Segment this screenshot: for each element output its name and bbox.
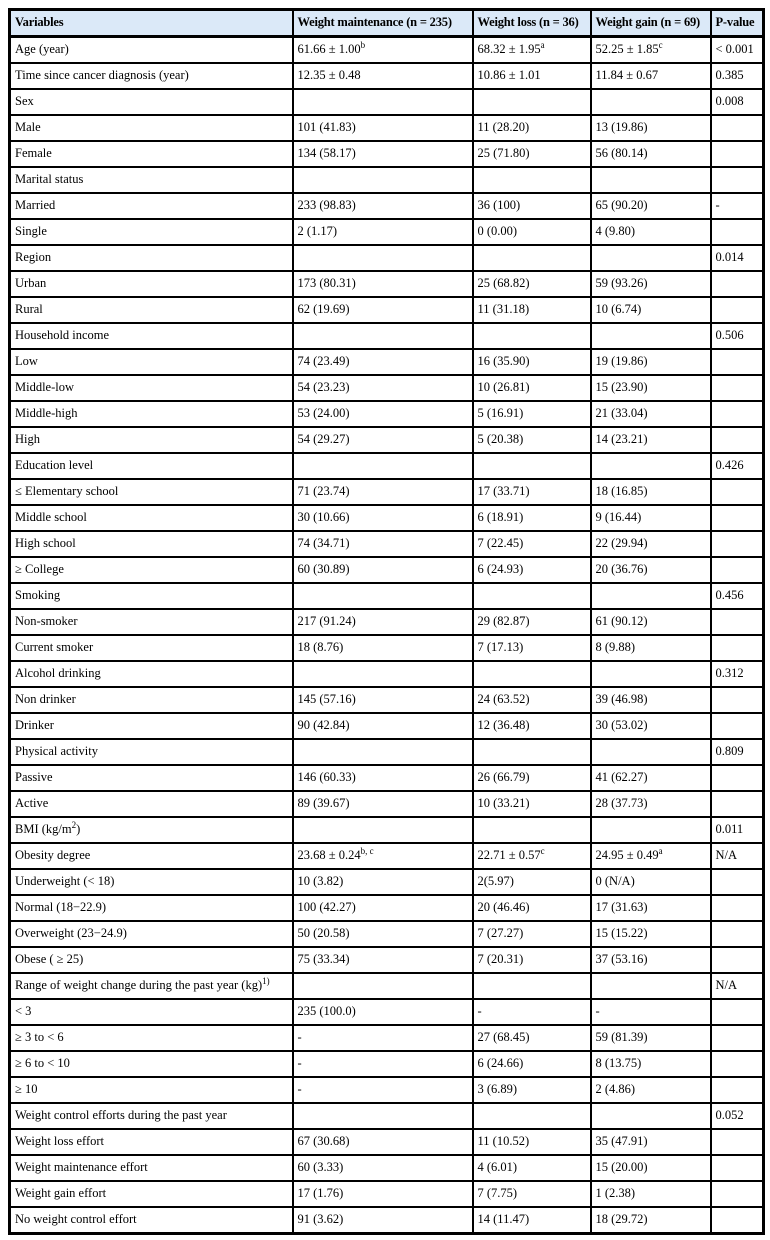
weight-loss-cell: 27 (68.45) xyxy=(473,1025,591,1051)
weight-gain-cell: 8 (13.75) xyxy=(591,1051,711,1077)
pvalue-cell xyxy=(711,375,764,401)
variable-cell: Region xyxy=(10,245,293,271)
superscript-note: c xyxy=(540,845,545,856)
variable-cell: BMI $(kg/m^2)$ xyxy=(10,817,293,843)
table-row xyxy=(10,1129,764,1155)
pvalue-cell: 0.506 xyxy=(711,323,764,349)
weight-gain-cell: 65 (90.20) xyxy=(591,193,711,219)
weight-loss-cell: 22.71 ± 0.57$^c$ xyxy=(473,843,591,869)
table-row xyxy=(10,557,764,583)
pvalue-cell: 0.008 xyxy=(711,89,764,115)
pvalue-cell: 0.014 xyxy=(711,245,764,271)
pvalue-cell xyxy=(711,713,764,739)
table-row xyxy=(10,63,764,89)
table-row xyxy=(10,245,764,271)
weight-gain-cell: 14 (23.21) xyxy=(591,427,711,453)
weight-maintenance-cell: - xyxy=(293,1051,473,1077)
variable-cell: Drinker xyxy=(10,713,293,739)
variable-cell: Rural xyxy=(10,297,293,323)
variable-cell: No weight control effort xyxy=(10,1207,293,1234)
pvalue-cell xyxy=(711,505,764,531)
table-row xyxy=(10,687,764,713)
table-row xyxy=(10,219,764,245)
variable-cell: Time since cancer diagnosis (year) xyxy=(10,63,293,89)
weight-gain-cell: 21 (33.04) xyxy=(591,401,711,427)
superscript-note: 2 xyxy=(71,819,77,830)
table-row xyxy=(10,323,764,349)
variable-cell: Middle-low xyxy=(10,375,293,401)
variable-cell: Alcohol drinking xyxy=(10,661,293,687)
weight-maintenance-cell: 53 (24.00) xyxy=(293,401,473,427)
weight-loss-cell xyxy=(473,323,591,349)
weight-gain-cell: - xyxy=(591,999,711,1025)
table-row xyxy=(10,531,764,557)
variable-cell: ≤ Elementary school xyxy=(10,479,293,505)
weight-loss-cell: 11 (31.18) xyxy=(473,297,591,323)
pvalue-cell: 0.011 xyxy=(711,817,764,843)
table-row xyxy=(10,401,764,427)
table-row xyxy=(10,141,764,167)
pvalue-cell xyxy=(711,921,764,947)
variable-cell: Physical activity xyxy=(10,739,293,765)
weight-maintenance-cell xyxy=(293,245,473,271)
weight-loss-cell xyxy=(473,1103,591,1129)
weight-maintenance-cell xyxy=(293,167,473,193)
weight-maintenance-cell: 146 (60.33) xyxy=(293,765,473,791)
weight-loss-cell: 6 (24.66) xyxy=(473,1051,591,1077)
table-row xyxy=(10,869,764,895)
variable-cell: Overweight (23−24.9) xyxy=(10,921,293,947)
variable-cell: Marital status xyxy=(10,167,293,193)
weight-gain-cell: 56 (80.14) xyxy=(591,141,711,167)
weight-maintenance-cell: 18 (8.76) xyxy=(293,635,473,661)
weight-gain-cell: 30 (53.02) xyxy=(591,713,711,739)
pvalue-cell xyxy=(711,1077,764,1103)
weight-loss-cell: 11 (28.20) xyxy=(473,115,591,141)
weight-loss-cell: 24 (63.52) xyxy=(473,687,591,713)
table-row xyxy=(10,713,764,739)
pvalue-cell: < 0.001 xyxy=(711,37,764,64)
weight-maintenance-cell: 173 (80.31) xyxy=(293,271,473,297)
weight-gain-cell: 9 (16.44) xyxy=(591,505,711,531)
weight-gain-cell: 13 (19.86) xyxy=(591,115,711,141)
weight-maintenance-cell: 17 (1.76) xyxy=(293,1181,473,1207)
pvalue-cell xyxy=(711,1155,764,1181)
weight-maintenance-cell: - xyxy=(293,1077,473,1103)
pvalue-cell xyxy=(711,1181,764,1207)
characteristics-table xyxy=(8,8,765,1235)
weight-gain-cell: 0 (N/A) xyxy=(591,869,711,895)
weight-loss-cell: 10 (33.21) xyxy=(473,791,591,817)
weight-gain-cell: 15 (15.22) xyxy=(591,921,711,947)
pvalue-cell xyxy=(711,271,764,297)
col-header-weight-maintenance: Weight maintenance (n = 235) xyxy=(293,10,473,37)
variable-cell: High school xyxy=(10,531,293,557)
pvalue-cell xyxy=(711,635,764,661)
weight-maintenance-cell: 233 (98.83) xyxy=(293,193,473,219)
weight-gain-cell: 8 (9.88) xyxy=(591,635,711,661)
header-row xyxy=(10,10,764,37)
weight-maintenance-cell xyxy=(293,1103,473,1129)
table-row xyxy=(10,427,764,453)
weight-maintenance-cell xyxy=(293,583,473,609)
table-row xyxy=(10,375,764,401)
weight-gain-cell xyxy=(591,1103,711,1129)
superscript-note: a xyxy=(658,845,663,856)
weight-gain-cell: 11.84 ± 0.67 xyxy=(591,63,711,89)
weight-maintenance-cell: 10 (3.82) xyxy=(293,869,473,895)
table-row xyxy=(10,791,764,817)
pvalue-cell xyxy=(711,895,764,921)
variable-cell: Weight loss effort xyxy=(10,1129,293,1155)
weight-maintenance-cell: 60 (30.89) xyxy=(293,557,473,583)
table-row xyxy=(10,765,764,791)
variable-cell: ≥ 10 xyxy=(10,1077,293,1103)
weight-gain-cell: 35 (47.91) xyxy=(591,1129,711,1155)
weight-loss-cell: 14 (11.47) xyxy=(473,1207,591,1234)
weight-loss-cell: 7 (7.75) xyxy=(473,1181,591,1207)
weight-loss-cell: 6 (18.91) xyxy=(473,505,591,531)
weight-gain-cell xyxy=(591,583,711,609)
weight-gain-cell xyxy=(591,89,711,115)
table-row xyxy=(10,297,764,323)
weight-gain-cell xyxy=(591,973,711,999)
weight-maintenance-cell: 2 (1.17) xyxy=(293,219,473,245)
weight-loss-cell: 7 (17.13) xyxy=(473,635,591,661)
weight-maintenance-cell: 71 (23.74) xyxy=(293,479,473,505)
weight-loss-cell: 5 (16.91) xyxy=(473,401,591,427)
table-row xyxy=(10,661,764,687)
variable-cell: Passive xyxy=(10,765,293,791)
weight-maintenance-cell: 74 (23.49) xyxy=(293,349,473,375)
variable-cell: ≥ 3 to < 6 xyxy=(10,1025,293,1051)
weight-maintenance-cell: 217 (91.24) xyxy=(293,609,473,635)
pvalue-cell: 0.809 xyxy=(711,739,764,765)
weight-gain-cell xyxy=(591,661,711,687)
pvalue-cell: - xyxy=(711,193,764,219)
variable-cell: < 3 xyxy=(10,999,293,1025)
col-header-weight-gain: Weight gain (n = 69) xyxy=(591,10,711,37)
pvalue-cell xyxy=(711,479,764,505)
pvalue-cell xyxy=(711,297,764,323)
weight-gain-cell xyxy=(591,323,711,349)
weight-loss-cell: 16 (35.90) xyxy=(473,349,591,375)
weight-maintenance-cell: 89 (39.67) xyxy=(293,791,473,817)
weight-maintenance-cell: 60 (3.33) xyxy=(293,1155,473,1181)
weight-maintenance-cell: 100 (42.27) xyxy=(293,895,473,921)
weight-loss-cell: 10 (26.81) xyxy=(473,375,591,401)
table-row xyxy=(10,1181,764,1207)
weight-maintenance-cell xyxy=(293,739,473,765)
weight-gain-cell: 15 (20.00) xyxy=(591,1155,711,1181)
variable-cell: Middle school xyxy=(10,505,293,531)
table-row xyxy=(10,1155,764,1181)
table-row xyxy=(10,921,764,947)
weight-loss-cell: 17 (33.71) xyxy=(473,479,591,505)
variable-cell: Obese ( ≥ 25) xyxy=(10,947,293,973)
weight-maintenance-cell: 74 (34.71) xyxy=(293,531,473,557)
table-row xyxy=(10,947,764,973)
variable-cell: Education level xyxy=(10,453,293,479)
weight-gain-cell: 41 (62.27) xyxy=(591,765,711,791)
weight-loss-cell: - xyxy=(473,999,591,1025)
variable-cell: Active xyxy=(10,791,293,817)
weight-gain-cell: 18 (29.72) xyxy=(591,1207,711,1234)
pvalue-cell xyxy=(711,1207,764,1234)
weight-gain-cell: 37 (53.16) xyxy=(591,947,711,973)
weight-maintenance-cell: 235 (100.0) xyxy=(293,999,473,1025)
weight-maintenance-cell xyxy=(293,661,473,687)
table-row xyxy=(10,89,764,115)
weight-maintenance-cell: 62 (19.69) xyxy=(293,297,473,323)
variable-cell: Middle-high xyxy=(10,401,293,427)
table-row xyxy=(10,479,764,505)
weight-loss-cell: 7 (22.45) xyxy=(473,531,591,557)
pvalue-cell: 0.456 xyxy=(711,583,764,609)
weight-gain-cell: 39 (46.98) xyxy=(591,687,711,713)
weight-loss-cell: 11 (10.52) xyxy=(473,1129,591,1155)
weight-gain-cell: 2 (4.86) xyxy=(591,1077,711,1103)
pvalue-cell: 0.312 xyxy=(711,661,764,687)
weight-gain-cell: 22 (29.94) xyxy=(591,531,711,557)
weight-maintenance-cell xyxy=(293,89,473,115)
pvalue-cell xyxy=(711,947,764,973)
pvalue-cell xyxy=(711,115,764,141)
weight-loss-cell: 12 (36.48) xyxy=(473,713,591,739)
pvalue-cell xyxy=(711,765,764,791)
pvalue-cell xyxy=(711,349,764,375)
weight-maintenance-cell: 134 (58.17) xyxy=(293,141,473,167)
table-row xyxy=(10,817,764,843)
table-row xyxy=(10,271,764,297)
weight-gain-cell: 17 (31.63) xyxy=(591,895,711,921)
pvalue-cell: 0.426 xyxy=(711,453,764,479)
weight-maintenance-cell: 90 (42.84) xyxy=(293,713,473,739)
pvalue-cell xyxy=(711,791,764,817)
variable-cell: Range of weight change during the past year (kg)$^{1)}$ xyxy=(10,973,293,999)
variable-cell: Weight control efforts during the past year xyxy=(10,1103,293,1129)
variable-cell: Non drinker xyxy=(10,687,293,713)
table-row xyxy=(10,453,764,479)
weight-loss-cell: 29 (82.87) xyxy=(473,609,591,635)
weight-loss-cell: 4 (6.01) xyxy=(473,1155,591,1181)
weight-loss-cell xyxy=(473,739,591,765)
weight-maintenance-cell: - xyxy=(293,1025,473,1051)
weight-loss-cell xyxy=(473,661,591,687)
table-row xyxy=(10,635,764,661)
table-row xyxy=(10,193,764,219)
pvalue-cell xyxy=(711,401,764,427)
weight-loss-cell: 7 (27.27) xyxy=(473,921,591,947)
weight-loss-cell: 68.32 ± 1.95$^a$ xyxy=(473,37,591,64)
col-header-pvalue: P-value xyxy=(711,10,764,37)
weight-maintenance-cell: 30 (10.66) xyxy=(293,505,473,531)
weight-maintenance-cell xyxy=(293,973,473,999)
variable-cell: Smoking xyxy=(10,583,293,609)
variable-cell: Current smoker xyxy=(10,635,293,661)
weight-maintenance-cell: $23.68 \pm 0.24^{b, c}$ xyxy=(293,843,473,869)
weight-gain-cell xyxy=(591,739,711,765)
weight-maintenance-cell: 61.66 ± 1.00$^b$ xyxy=(293,37,473,64)
pvalue-cell xyxy=(711,1129,764,1155)
weight-loss-cell: 2(5.97) xyxy=(473,869,591,895)
variable-cell: Weight gain effort xyxy=(10,1181,293,1207)
variable-cell: Age (year) xyxy=(10,37,293,64)
pvalue-cell xyxy=(711,167,764,193)
weight-loss-cell: 0 (0.00) xyxy=(473,219,591,245)
weight-maintenance-cell: 101 (41.83) xyxy=(293,115,473,141)
weight-gain-cell xyxy=(591,167,711,193)
weight-gain-cell xyxy=(591,817,711,843)
weight-gain-cell: 61 (90.12) xyxy=(591,609,711,635)
weight-maintenance-cell: 50 (20.58) xyxy=(293,921,473,947)
variable-cell: ≥ 6 to < 10 xyxy=(10,1051,293,1077)
pvalue-cell xyxy=(711,219,764,245)
superscript-note: a xyxy=(540,39,545,50)
table-row xyxy=(10,1103,764,1129)
weight-maintenance-cell: 54 (29.27) xyxy=(293,427,473,453)
weight-gain-cell: 59 (81.39) xyxy=(591,1025,711,1051)
variable-cell: Urban xyxy=(10,271,293,297)
weight-loss-cell xyxy=(473,453,591,479)
table-header xyxy=(10,10,764,37)
weight-maintenance-cell: 75 (33.34) xyxy=(293,947,473,973)
weight-gain-cell: 10 (6.74) xyxy=(591,297,711,323)
weight-gain-cell: 18 (16.85) xyxy=(591,479,711,505)
variable-cell: Non-smoker xyxy=(10,609,293,635)
pvalue-cell: 0.385 xyxy=(711,63,764,89)
weight-loss-cell: 7 (20.31) xyxy=(473,947,591,973)
weight-gain-cell: 1 (2.38) xyxy=(591,1181,711,1207)
weight-loss-cell: 3 (6.89) xyxy=(473,1077,591,1103)
table-row xyxy=(10,349,764,375)
weight-loss-cell: 10.86 ± 1.01 xyxy=(473,63,591,89)
weight-gain-cell: 59 (93.26) xyxy=(591,271,711,297)
pvalue-cell xyxy=(711,999,764,1025)
weight-loss-cell: 25 (68.82) xyxy=(473,271,591,297)
superscript-note: 1) xyxy=(262,975,270,986)
variable-cell: Normal (18−22.9) xyxy=(10,895,293,921)
pvalue-cell: N/A xyxy=(711,973,764,999)
weight-maintenance-cell: 67 (30.68) xyxy=(293,1129,473,1155)
weight-maintenance-cell xyxy=(293,817,473,843)
pvalue-cell xyxy=(711,687,764,713)
weight-loss-cell xyxy=(473,817,591,843)
weight-loss-cell xyxy=(473,245,591,271)
table-row xyxy=(10,999,764,1025)
table-row xyxy=(10,609,764,635)
weight-loss-cell: 26 (66.79) xyxy=(473,765,591,791)
variable-cell: ≥ College xyxy=(10,557,293,583)
variable-cell: Household income xyxy=(10,323,293,349)
pvalue-cell xyxy=(711,141,764,167)
pvalue-cell xyxy=(711,869,764,895)
table-row xyxy=(10,1077,764,1103)
pvalue-cell xyxy=(711,427,764,453)
superscript-note: b, c xyxy=(360,845,374,856)
weight-gain-cell: 52.25 ± 1.85$^c$ xyxy=(591,37,711,64)
weight-gain-cell xyxy=(591,453,711,479)
weight-loss-cell xyxy=(473,167,591,193)
weight-maintenance-cell xyxy=(293,323,473,349)
variable-cell: Single xyxy=(10,219,293,245)
weight-maintenance-cell: 145 (57.16) xyxy=(293,687,473,713)
weight-gain-cell: 20 (36.76) xyxy=(591,557,711,583)
variable-cell: Male xyxy=(10,115,293,141)
weight-maintenance-cell xyxy=(293,453,473,479)
weight-loss-cell xyxy=(473,583,591,609)
weight-maintenance-cell: 54 (23.23) xyxy=(293,375,473,401)
table-row xyxy=(10,1025,764,1051)
pvalue-cell xyxy=(711,1025,764,1051)
superscript-note: c xyxy=(658,39,663,50)
variable-cell: High xyxy=(10,427,293,453)
weight-gain-cell: 28 (37.73) xyxy=(591,791,711,817)
pvalue-cell xyxy=(711,1051,764,1077)
weight-loss-cell xyxy=(473,973,591,999)
variable-cell: Married xyxy=(10,193,293,219)
pvalue-cell xyxy=(711,531,764,557)
weight-gain-cell: 24.95 ± 0.49$^a$ xyxy=(591,843,711,869)
variable-cell: Sex xyxy=(10,89,293,115)
weight-gain-cell: 4 (9.80) xyxy=(591,219,711,245)
table-row xyxy=(10,843,764,869)
table-row xyxy=(10,583,764,609)
weight-loss-cell: 20 (46.46) xyxy=(473,895,591,921)
weight-gain-cell: 19 (19.86) xyxy=(591,349,711,375)
table-row xyxy=(10,739,764,765)
table-body xyxy=(10,37,764,1234)
variable-cell: Low xyxy=(10,349,293,375)
weight-maintenance-cell: 12.35 ± 0.48 xyxy=(293,63,473,89)
col-header-weight-loss: Weight loss (n = 36) xyxy=(473,10,591,37)
pvalue-cell: N/A xyxy=(711,843,764,869)
weight-loss-cell: 6 (24.93) xyxy=(473,557,591,583)
table-row xyxy=(10,37,764,64)
pvalue-cell xyxy=(711,557,764,583)
table-row xyxy=(10,1207,764,1234)
weight-loss-cell: 36 (100) xyxy=(473,193,591,219)
table-row xyxy=(10,505,764,531)
pvalue-cell xyxy=(711,609,764,635)
variable-cell: Weight maintenance effort xyxy=(10,1155,293,1181)
weight-gain-cell: 15 (23.90) xyxy=(591,375,711,401)
weight-loss-cell: 25 (71.80) xyxy=(473,141,591,167)
pvalue-cell: 0.052 xyxy=(711,1103,764,1129)
table-row xyxy=(10,895,764,921)
superscript-note: b xyxy=(360,39,366,50)
col-header-variables: Variables xyxy=(10,10,293,37)
weight-maintenance-cell: 91 (3.62) xyxy=(293,1207,473,1234)
variable-cell: Underweight (< 18) xyxy=(10,869,293,895)
weight-gain-cell xyxy=(591,245,711,271)
variable-cell: Obesity degree xyxy=(10,843,293,869)
weight-loss-cell xyxy=(473,89,591,115)
table-row xyxy=(10,167,764,193)
table-row xyxy=(10,115,764,141)
weight-loss-cell: 5 (20.38) xyxy=(473,427,591,453)
table-row xyxy=(10,973,764,999)
table-row xyxy=(10,1051,764,1077)
variable-cell: Female xyxy=(10,141,293,167)
